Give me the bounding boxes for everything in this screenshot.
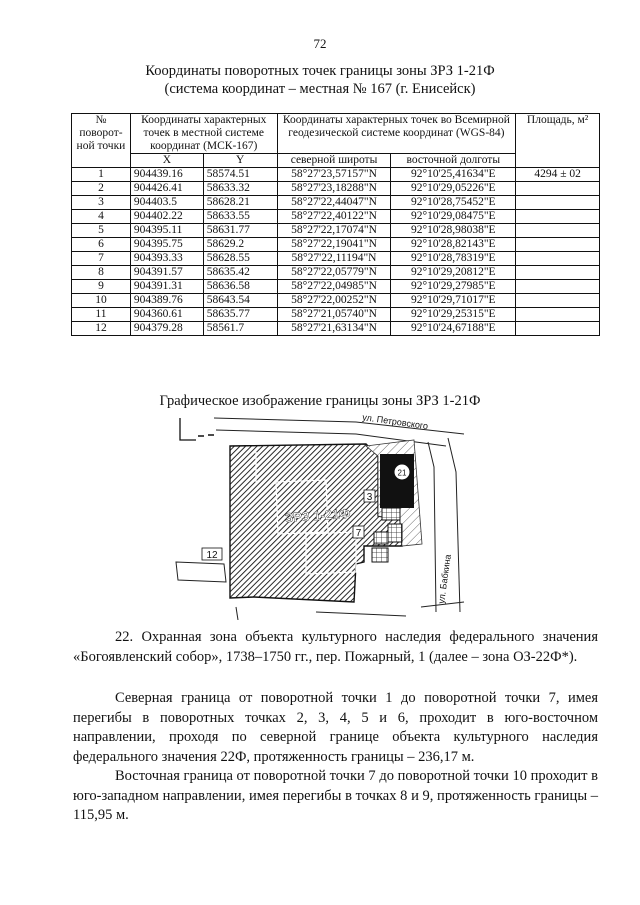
longitude-cell: 92°10'29,71017"E (391, 294, 516, 308)
latitude-cell: 58°27'23,57157"N (277, 168, 391, 182)
area-cell (516, 294, 600, 308)
latitude-cell: 58°27'22,40122"N (277, 210, 391, 224)
longitude-cell: 92°10'25,41634"E (391, 168, 516, 182)
dashes-top (198, 435, 214, 436)
y-coordinate-cell: 58628.55 (203, 252, 277, 266)
y-coordinate-cell: 58574.51 (203, 168, 277, 182)
latitude-cell: 58°27'21,05740"N (277, 308, 391, 322)
table-row (72, 308, 600, 322)
figure-title: Графическое изображение границы зоны ЗРЗ 1-21Ф (159, 393, 481, 409)
header-local-coords: Координаты характерных точек в местной системе координат (МСК-167) (130, 114, 277, 154)
latitude-cell: 58°27'22,17074"N (277, 224, 391, 238)
point-number-cell: 11 (72, 308, 131, 322)
area-cell (516, 252, 600, 266)
table-row (72, 322, 600, 336)
point-12-label: 12 (206, 550, 218, 561)
paragraph-22-text: 22. Охранная зона объекта культурного наследия федерального значения «Богоявленский собор», 1738–1750 гг., пер. Пожарный, 1 (далее – зона ОЗ-22Ф*). (73, 629, 598, 665)
latitude-cell: 58°27'22,44047"N (277, 196, 391, 210)
paragraph-east-border (73, 767, 598, 826)
longitude-cell: 92°10'28,78319"E (391, 252, 516, 266)
grid-block-3 (374, 532, 388, 544)
point-7-label: 7 (355, 528, 362, 539)
grid-block-4 (372, 548, 388, 562)
x-coordinate-cell: 904391.31 (130, 280, 203, 294)
longitude-cell: 92°10'24,67188"E (391, 322, 516, 336)
header-wgs-coords: Координаты характерных точек во Всемирной геодезической системе координат (WGS-84) (277, 114, 516, 154)
header-latitude: северной широты (277, 154, 391, 168)
paragraph-east-border-text: Восточная граница от поворотной точки 7 до поворотной точки 10 проходит в юго-западном направлении, имея перегибы в точках 8 и 9, протяженность границы – 115,95 м. (73, 768, 598, 823)
y-coordinate-cell: 58635.77 (203, 308, 277, 322)
latitude-cell: 58°27'22,11194"N (277, 252, 391, 266)
latitude-cell: 58°27'22,19041"N (277, 238, 391, 252)
latitude-cell: 58°27'22,05779"N (277, 266, 391, 280)
table-row (72, 266, 600, 280)
table-row (72, 224, 600, 238)
point-number-cell: 5 (72, 224, 131, 238)
y-coordinate-cell: 58636.58 (203, 280, 277, 294)
table-row (72, 196, 600, 210)
table-row (72, 182, 600, 196)
x-coordinate-cell: 904393.33 (130, 252, 203, 266)
longitude-cell: 92°10'28,75452"E (391, 196, 516, 210)
longitude-cell: 92°10'28,82143"E (391, 238, 516, 252)
area-cell (516, 196, 600, 210)
zone-boundary-map (166, 412, 466, 620)
x-coordinate-cell: 904360.61 (130, 308, 203, 322)
header-x: X (130, 154, 203, 168)
area-cell (516, 308, 600, 322)
point-number-cell: 4 (72, 210, 131, 224)
area-cell (516, 266, 600, 280)
street-label-petrovskogo: ул. Петровского (361, 412, 429, 432)
x-coordinate-cell: 904403.5 (130, 196, 203, 210)
street-label-babkina: ул. Бабкина (436, 553, 453, 605)
area-cell (516, 210, 600, 224)
y-coordinate-cell: 58635.42 (203, 266, 277, 280)
header-area: Площадь, м² (516, 114, 600, 168)
point-number-cell: 9 (72, 280, 131, 294)
table-title (0, 62, 640, 98)
point-number-cell: 8 (72, 266, 131, 280)
zone-label: ЗРЗ 1-21Ф (284, 505, 351, 526)
longitude-cell: 92°10'29,08475"E (391, 210, 516, 224)
latitude-cell: 58°27'21,63134"N (277, 322, 391, 336)
longitude-cell: 92°10'28,98038"E (391, 224, 516, 238)
point-number-cell: 3 (72, 196, 131, 210)
x-coordinate-cell: 904379.28 (130, 322, 203, 336)
y-coordinate-cell: 58629.2 (203, 238, 277, 252)
header-y: Y (203, 154, 277, 168)
longitude-cell: 92°10'29,20812"E (391, 266, 516, 280)
y-coordinate-cell: 58633.32 (203, 182, 277, 196)
header-longitude: восточной долготы (391, 154, 516, 168)
point-number-cell: 10 (72, 294, 131, 308)
grid-block-2 (388, 524, 402, 542)
point-number-cell: 12 (72, 322, 131, 336)
coordinates-table (71, 113, 600, 336)
x-coordinate-cell: 904439.16 (130, 168, 203, 182)
y-coordinate-cell: 58643.54 (203, 294, 277, 308)
paragraph-22 (73, 628, 598, 667)
grid-block-1 (382, 508, 400, 520)
area-cell (516, 322, 600, 336)
latitude-cell: 58°27'22,00252"N (277, 294, 391, 308)
longitude-cell: 92°10'29,27985"E (391, 280, 516, 294)
x-coordinate-cell: 904395.75 (130, 238, 203, 252)
longitude-cell: 92°10'29,25315"E (391, 308, 516, 322)
table-row (72, 280, 600, 294)
table-title-line-1: Координаты поворотных точек границы зоны ЗРЗ 1-21Ф (145, 63, 495, 79)
table-row (72, 294, 600, 308)
building-21 (380, 454, 414, 508)
area-cell (516, 280, 600, 294)
point-number-cell: 2 (72, 182, 131, 196)
page-number: 72 (313, 36, 327, 51)
x-coordinate-cell: 904426.41 (130, 182, 203, 196)
latitude-cell: 58°27'22,04985"N (277, 280, 391, 294)
table-title-line-2: (система координат – местная № 167 (г. Енисейск) (164, 81, 476, 97)
latitude-cell: 58°27'23,18288"N (277, 182, 391, 196)
y-coordinate-cell: 58561.7 (203, 322, 277, 336)
x-coordinate-cell: 904389.76 (130, 294, 203, 308)
x-coordinate-cell: 904395.11 (130, 224, 203, 238)
corner-mark (180, 418, 196, 440)
area-cell (516, 224, 600, 238)
point-number-cell: 7 (72, 252, 131, 266)
x-coordinate-cell: 904402.22 (130, 210, 203, 224)
table-row (72, 252, 600, 266)
point-number-cell: 6 (72, 238, 131, 252)
point-3-label: 3 (366, 492, 373, 503)
y-coordinate-cell: 58633.55 (203, 210, 277, 224)
x-coordinate-cell: 904391.57 (130, 266, 203, 280)
area-cell (516, 182, 600, 196)
point-number-cell: 1 (72, 168, 131, 182)
building-21-number: 21 (397, 468, 407, 478)
table-row (72, 168, 600, 182)
area-cell (516, 238, 600, 252)
table-row (72, 238, 600, 252)
paragraph-north-border (73, 689, 598, 767)
table-row (72, 210, 600, 224)
y-coordinate-cell: 58628.21 (203, 196, 277, 210)
y-coordinate-cell: 58631.77 (203, 224, 277, 238)
header-point-number: № поворот-ной точки (72, 114, 131, 168)
longitude-cell: 92°10'29,05226"E (391, 182, 516, 196)
area-cell: 4294 ± 02 (516, 168, 600, 182)
paragraph-north-border-text: Северная граница от поворотной точки 1 до поворотной точки 7, имея перегибы в поворотных точках 2, 3, 4, 5 и 6, проходит в юго-восточном направлении, проходя по северной границе объекта культурного наследия федерального значения 22Ф, протяженность границы – 236,17 м. (73, 690, 598, 765)
